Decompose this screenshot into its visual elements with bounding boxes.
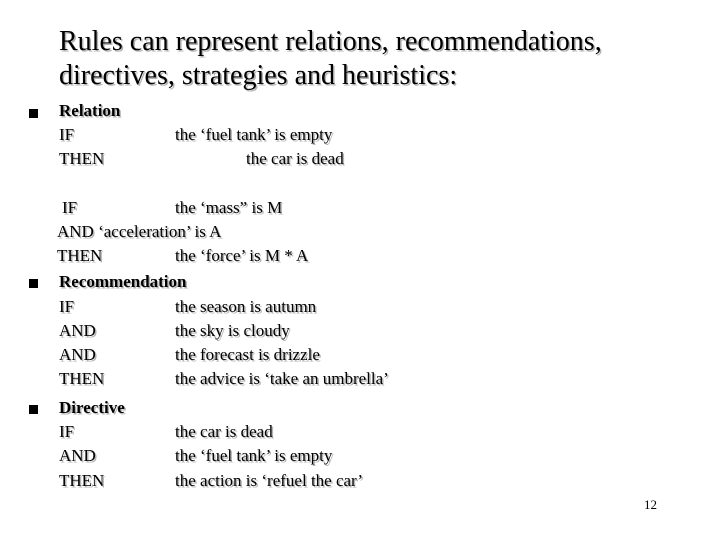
bullet-square-icon	[29, 279, 38, 288]
rule-condition: the ‘mass” is M	[175, 198, 283, 217]
rule-condition: AND ‘acceleration’ is A	[57, 222, 222, 241]
rule-keyword: THEN	[59, 471, 105, 490]
rule-keyword: THEN	[59, 369, 105, 388]
rule-conclusion: the car is dead	[246, 149, 344, 168]
rule-keyword: IF	[59, 297, 75, 316]
rule-conclusion: the action is ‘refuel the car’	[175, 471, 364, 490]
bullet-square-icon	[29, 405, 38, 414]
rule-keyword: IF	[59, 125, 75, 144]
rule-keyword: THEN	[59, 149, 105, 168]
rule-condition: the sky is cloudy	[175, 321, 290, 340]
rule-keyword: AND	[59, 321, 96, 340]
relation-heading: Relation	[59, 101, 121, 120]
recommendation-heading: Recommendation	[59, 272, 187, 291]
bullet-square-icon	[29, 109, 38, 118]
rule-keyword: IF	[59, 422, 75, 441]
rule-keyword: THEN	[57, 246, 103, 265]
page-number: 12	[644, 497, 657, 512]
rule-keyword: AND	[59, 345, 96, 364]
rule-condition: the season is autumn	[175, 297, 317, 316]
title-line-2: directives, strategies and heuristics:	[59, 60, 458, 91]
slide-title	[59, 25, 709, 93]
rule-condition: the ‘fuel tank’ is empty	[175, 125, 333, 144]
rule-keyword: IF	[62, 198, 78, 217]
rule-condition: the forecast is drizzle	[175, 345, 320, 364]
rule-conclusion: the advice is ‘take an umbrella’	[175, 369, 389, 388]
rule-conclusion: the ‘force’ is M * A	[175, 246, 309, 265]
title-line-1: Rules can represent relations, recommendations,	[59, 26, 602, 57]
directive-heading: Directive	[59, 398, 125, 417]
rule-condition: the ‘fuel tank’ is empty	[175, 446, 333, 465]
rule-keyword: AND	[59, 446, 96, 465]
rule-condition: the car is dead	[175, 422, 273, 441]
